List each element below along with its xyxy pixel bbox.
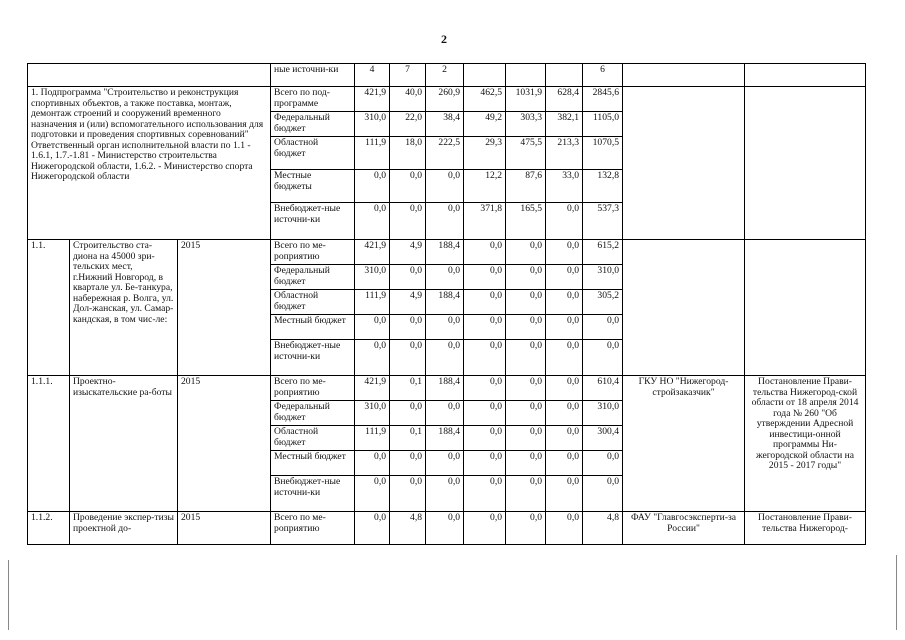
value-cell: 0,0 (506, 476, 546, 512)
value-cell: 40,0 (390, 87, 426, 112)
value-cell: 0,0 (464, 265, 506, 290)
value-cell: 0,0 (355, 451, 390, 476)
value-cell: 0,0 (390, 203, 426, 240)
basis-cell (745, 64, 866, 87)
value-cell: 49,2 (464, 112, 506, 137)
value-cell: 2845,6 (583, 87, 623, 112)
value-cell (546, 64, 583, 87)
source-cell: ные источни-ки (271, 64, 355, 87)
value-cell: 260,9 (426, 87, 464, 112)
value-cell: 0,0 (546, 426, 583, 451)
source-cell: Внебюджет-ные источни-ки (271, 340, 355, 376)
item-year: 2015 (178, 512, 271, 545)
page-number: 2 (441, 32, 447, 46)
item-name: Проведение экспер-тизы проектной до- (70, 512, 178, 545)
source-cell: Областной бюджет (271, 290, 355, 315)
value-cell: 12,2 (464, 170, 506, 203)
value-cell: 475,5 (506, 137, 546, 170)
value-cell: 0,0 (506, 376, 546, 401)
value-cell: 111,9 (355, 137, 390, 170)
value-cell: 310,0 (355, 265, 390, 290)
value-cell: 1070,5 (583, 137, 623, 170)
source-cell: Областной бюджет (271, 426, 355, 451)
value-cell: 18,0 (390, 137, 426, 170)
value-cell: 0,0 (506, 451, 546, 476)
value-cell: 4 (355, 64, 390, 87)
value-cell: 0,0 (546, 290, 583, 315)
item-year: 2015 (178, 376, 271, 512)
value-cell: 0,0 (464, 315, 506, 340)
source-cell: Областной бюджет (271, 137, 355, 170)
value-cell: 4,8 (583, 512, 623, 545)
value-cell: 0,0 (546, 203, 583, 240)
basis-cell: Постановление Прави-тельства Нижегород-ской области от 18 апреля 2014 года № 260 "Об утверждении Адресной инвестици-онной программы Ни-жегородской области на 2015 - 2017 годы" (745, 376, 866, 512)
value-cell: 0,0 (583, 476, 623, 512)
value-cell: 0,1 (390, 426, 426, 451)
value-cell: 0,0 (546, 512, 583, 545)
value-cell: 462,5 (464, 87, 506, 112)
value-cell: 0,0 (390, 476, 426, 512)
value-cell: 4,9 (390, 290, 426, 315)
scan-edge-line (8, 560, 9, 630)
table-row (28, 64, 866, 87)
value-cell: 371,8 (464, 203, 506, 240)
value-cell: 0,0 (464, 376, 506, 401)
source-cell: Всего по ме-роприятию (271, 240, 355, 265)
source-cell: Федеральный бюджет (271, 112, 355, 137)
value-cell: 0,0 (546, 315, 583, 340)
value-cell: 1031,9 (506, 87, 546, 112)
source-cell: Федеральный бюджет (271, 401, 355, 426)
value-cell: 6 (583, 64, 623, 87)
value-cell: 0,0 (426, 401, 464, 426)
value-cell: 0,0 (390, 340, 426, 376)
value-cell: 111,9 (355, 290, 390, 315)
value-cell: 188,4 (426, 290, 464, 315)
value-cell: 0,0 (506, 426, 546, 451)
value-cell: 4,8 (390, 512, 426, 545)
table-row (28, 240, 866, 265)
value-cell: 0,0 (464, 451, 506, 476)
source-cell: Всего по ме-роприятию (271, 512, 355, 545)
value-cell: 0,0 (355, 512, 390, 545)
value-cell: 4,9 (390, 240, 426, 265)
value-cell: 0,0 (390, 170, 426, 203)
executor-cell: ФАУ "Главгосэксперти-за России" (623, 512, 745, 545)
value-cell: 22,0 (390, 112, 426, 137)
value-cell: 87,6 (506, 170, 546, 203)
value-cell: 0,0 (355, 315, 390, 340)
value-cell: 537,3 (583, 203, 623, 240)
value-cell: 0,0 (546, 476, 583, 512)
value-cell: 0,0 (464, 512, 506, 545)
source-cell: Всего по ме-роприятию (271, 376, 355, 401)
value-cell: 421,9 (355, 376, 390, 401)
item-number: 1.1. (28, 240, 70, 376)
value-cell: 0,0 (426, 451, 464, 476)
value-cell: 29,3 (464, 137, 506, 170)
value-cell: 0,0 (506, 265, 546, 290)
value-cell: 421,9 (355, 240, 390, 265)
subprogram-description: 1. Подпрограмма "Строительство и реконструкция спортивных объектов, а также поставка, монтаж, демонтаж строений и сооружений временного назначения и (или) вспомогательного использования для подготовки и проведения спортивных соревнований" Ответственный орган исполнительной власти по 1.1 - 1.6.1, 1.7.-1.81 - Министерство строительства Нижегородской области, 1.6.2. - Министерство спорта Нижегородской области (28, 87, 271, 240)
value-cell: 0,0 (546, 340, 583, 376)
value-cell: 0,0 (355, 170, 390, 203)
value-cell: 0,0 (426, 265, 464, 290)
value-cell: 0,0 (464, 290, 506, 315)
basis-cell (745, 87, 866, 240)
value-cell: 0,0 (583, 315, 623, 340)
empty-cell (28, 64, 271, 87)
value-cell: 615,2 (583, 240, 623, 265)
value-cell: 0,0 (426, 512, 464, 545)
value-cell: 305,2 (583, 290, 623, 315)
basis-cell: Постановление Прави-тельства Нижегород- (745, 512, 866, 545)
value-cell: 0,0 (426, 340, 464, 376)
value-cell: 0,0 (426, 315, 464, 340)
executor-cell: ГКУ НО "Нижегород-стройзаказчик" (623, 376, 745, 512)
value-cell: 0,0 (464, 240, 506, 265)
value-cell: 382,1 (546, 112, 583, 137)
value-cell: 0,0 (355, 476, 390, 512)
source-cell: Местный бюджет (271, 315, 355, 340)
source-cell: Местные бюджеты (271, 170, 355, 203)
value-cell: 0,0 (506, 290, 546, 315)
value-cell: 0,1 (390, 376, 426, 401)
value-cell: 0,0 (390, 315, 426, 340)
basis-cell (745, 240, 866, 376)
value-cell (506, 64, 546, 87)
value-cell: 0,0 (506, 512, 546, 545)
value-cell: 38,4 (426, 112, 464, 137)
source-cell: Местный бюджет (271, 451, 355, 476)
value-cell: 0,0 (506, 340, 546, 376)
source-cell: Внебюджет-ные источни-ки (271, 476, 355, 512)
value-cell: 0,0 (426, 170, 464, 203)
item-number: 1.1.2. (28, 512, 70, 545)
value-cell: 0,0 (426, 476, 464, 512)
value-cell: 132,8 (583, 170, 623, 203)
value-cell: 0,0 (390, 401, 426, 426)
source-cell: Внебюджет-ные источни-ки (271, 203, 355, 240)
value-cell (464, 64, 506, 87)
executor-cell (623, 240, 745, 376)
budget-table (27, 63, 866, 545)
table-row (28, 87, 866, 112)
value-cell: 213,3 (546, 137, 583, 170)
value-cell: 188,4 (426, 376, 464, 401)
value-cell: 0,0 (390, 265, 426, 290)
value-cell: 0,0 (506, 401, 546, 426)
value-cell: 0,0 (464, 426, 506, 451)
value-cell: 628,4 (546, 87, 583, 112)
value-cell: 303,3 (506, 112, 546, 137)
value-cell: 310,0 (355, 401, 390, 426)
source-cell: Всего по под-программе (271, 87, 355, 112)
value-cell: 0,0 (546, 401, 583, 426)
value-cell: 111,9 (355, 426, 390, 451)
value-cell: 0,0 (355, 203, 390, 240)
value-cell: 0,0 (464, 476, 506, 512)
value-cell: 0,0 (546, 240, 583, 265)
executor-cell (623, 64, 745, 87)
value-cell: 188,4 (426, 240, 464, 265)
value-cell: 0,0 (583, 340, 623, 376)
scan-edge-line (896, 555, 897, 630)
table-row (28, 376, 866, 401)
value-cell: 421,9 (355, 87, 390, 112)
value-cell: 610,4 (583, 376, 623, 401)
value-cell: 33,0 (546, 170, 583, 203)
value-cell: 7 (390, 64, 426, 87)
value-cell: 2 (426, 64, 464, 87)
value-cell: 0,0 (390, 451, 426, 476)
value-cell: 0,0 (546, 376, 583, 401)
value-cell: 0,0 (464, 340, 506, 376)
table-row (28, 512, 866, 545)
value-cell: 310,0 (583, 265, 623, 290)
value-cell: 0,0 (426, 203, 464, 240)
value-cell: 0,0 (506, 240, 546, 265)
value-cell: 165,5 (506, 203, 546, 240)
executor-cell (623, 87, 745, 240)
source-cell: Федеральный бюджет (271, 265, 355, 290)
value-cell: 300,4 (583, 426, 623, 451)
value-cell: 0,0 (546, 451, 583, 476)
value-cell: 310,0 (583, 401, 623, 426)
item-number: 1.1.1. (28, 376, 70, 512)
value-cell: 0,0 (583, 451, 623, 476)
value-cell: 310,0 (355, 112, 390, 137)
item-name: Строительство ста-диона на 45000 зри-тельских мест, г.Нижний Новгород, в квартале ул. Бе-танкура, набережная р. Волга, ул. Дол-жанская, ул. Самар-кандская, в том чис-ле: (70, 240, 178, 376)
value-cell: 0,0 (355, 340, 390, 376)
value-cell: 188,4 (426, 426, 464, 451)
item-year: 2015 (178, 240, 271, 376)
value-cell: 222,5 (426, 137, 464, 170)
value-cell: 0,0 (546, 265, 583, 290)
value-cell: 0,0 (464, 401, 506, 426)
item-name: Проектно-изыскательские ра-боты (70, 376, 178, 512)
value-cell: 1105,0 (583, 112, 623, 137)
value-cell: 0,0 (506, 315, 546, 340)
